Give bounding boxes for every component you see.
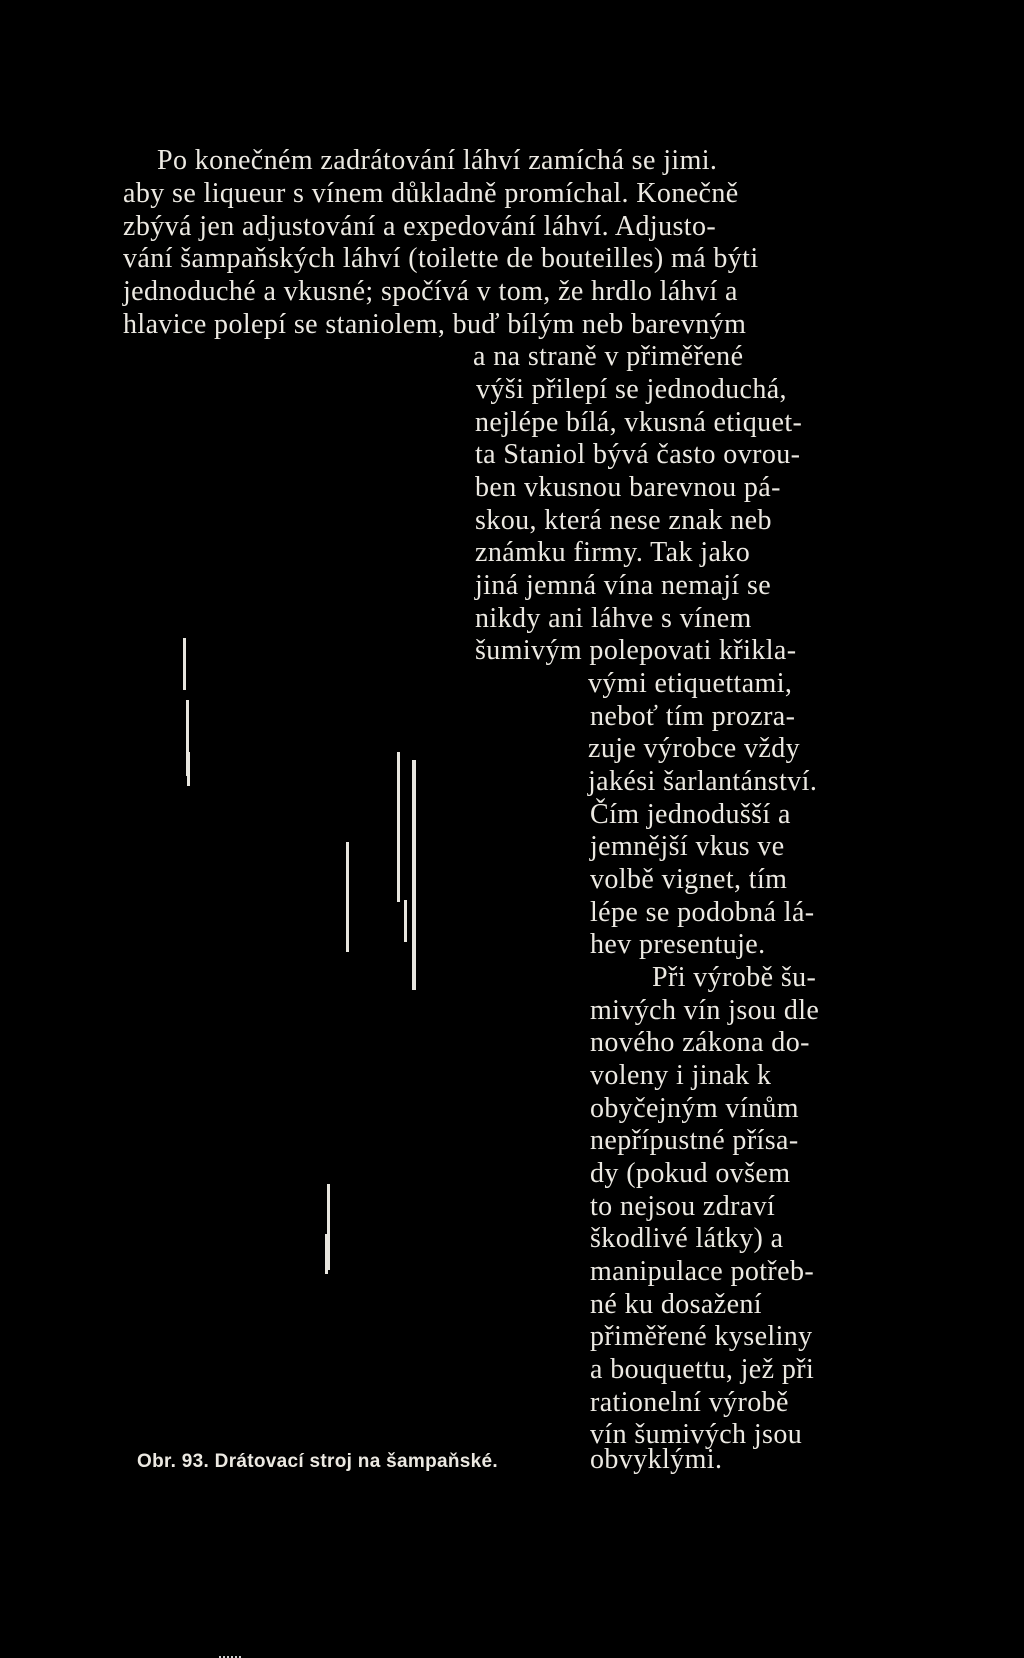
text-line: vými etiquettami, — [588, 668, 793, 699]
text-line: šumivým polepovati křikla- — [475, 635, 797, 666]
text-line: rationelní výrobě — [590, 1387, 789, 1418]
figure-stroke — [412, 760, 416, 990]
text-line: dy (pokud ovšem — [590, 1158, 791, 1189]
text-line: aby se liqueur s vínem důkladně promíchal. Konečně — [123, 178, 739, 209]
text-line: volbě vignet, tím — [590, 864, 788, 895]
text-line: nikdy ani láhve s vínem — [475, 603, 752, 634]
text-line: a na straně v přiměřené — [473, 341, 744, 372]
text-line: jakési šarlantánství. — [588, 766, 818, 797]
figure-stroke — [187, 752, 190, 786]
figure-caption: Obr. 93. Drátovací stroj na šampaňské. — [137, 1451, 498, 1472]
text-line: nepřípustné přísa- — [590, 1125, 799, 1156]
figure-stroke — [404, 900, 407, 942]
text-line: výši přilepí se jednoduchá, — [476, 374, 787, 405]
figure-stroke — [346, 842, 349, 952]
figure-stroke — [183, 638, 186, 690]
text-line: zuje výrobce vždy — [588, 733, 801, 764]
text-line: ta Staniol bývá často ovrou- — [475, 439, 801, 470]
figure-stroke — [397, 752, 400, 902]
text-line: Po konečném zadrátování láhví zamíchá se jimi. — [157, 145, 718, 176]
text-line: to nejsou zdraví — [590, 1191, 776, 1222]
text-line: škodlivé látky) a — [590, 1223, 784, 1254]
text-line: obvyklými. — [590, 1444, 723, 1475]
text-line: nejlépe bílá, vkusná etiquet- — [475, 407, 803, 438]
text-line: hev presentuje. — [590, 929, 766, 960]
text-line: skou, která nese znak neb — [475, 505, 772, 536]
text-line: manipulace potřeb- — [590, 1256, 815, 1287]
text-line: neboť tím prozra- — [590, 701, 796, 732]
text-line: ben vkusnou barevnou pá- — [475, 472, 781, 503]
text-line: voleny i jinak k — [590, 1060, 772, 1091]
text-line: mivých vín jsou dle — [590, 995, 820, 1026]
text-line: zbývá jen adjustování a expedování láhví. Adjusto- — [123, 211, 717, 242]
text-line: jednoduché a vkusné; spočívá v tom, že hrdlo láhví a — [123, 276, 738, 307]
text-line: vín šumivých jsou — [590, 1419, 803, 1450]
text-line: Při výrobě šu- — [652, 962, 817, 993]
text-line: nového zákona do- — [590, 1027, 810, 1058]
text-line: vání šampaňských láhví (toilette de bouteilles) má býti — [123, 243, 759, 274]
text-line: Čím jednodušší a — [590, 799, 791, 830]
text-line: jemnější vkus ve — [590, 831, 785, 862]
text-line: a bouquettu, jež při — [590, 1354, 815, 1385]
text-line: né ku dosažení — [590, 1289, 762, 1320]
text-line: přiměřené kyseliny — [590, 1321, 813, 1352]
text-line: jiná jemná vína nemají se — [475, 570, 772, 601]
text-line: známku firmy. Tak jako — [475, 537, 751, 568]
figure-stroke — [325, 1234, 328, 1274]
text-line: hlavice polepí se staniolem, buď bílým neb barevným — [123, 309, 747, 340]
text-line: lépe se podobná lá- — [590, 897, 815, 928]
text-line: obyčejným vínům — [590, 1093, 799, 1124]
